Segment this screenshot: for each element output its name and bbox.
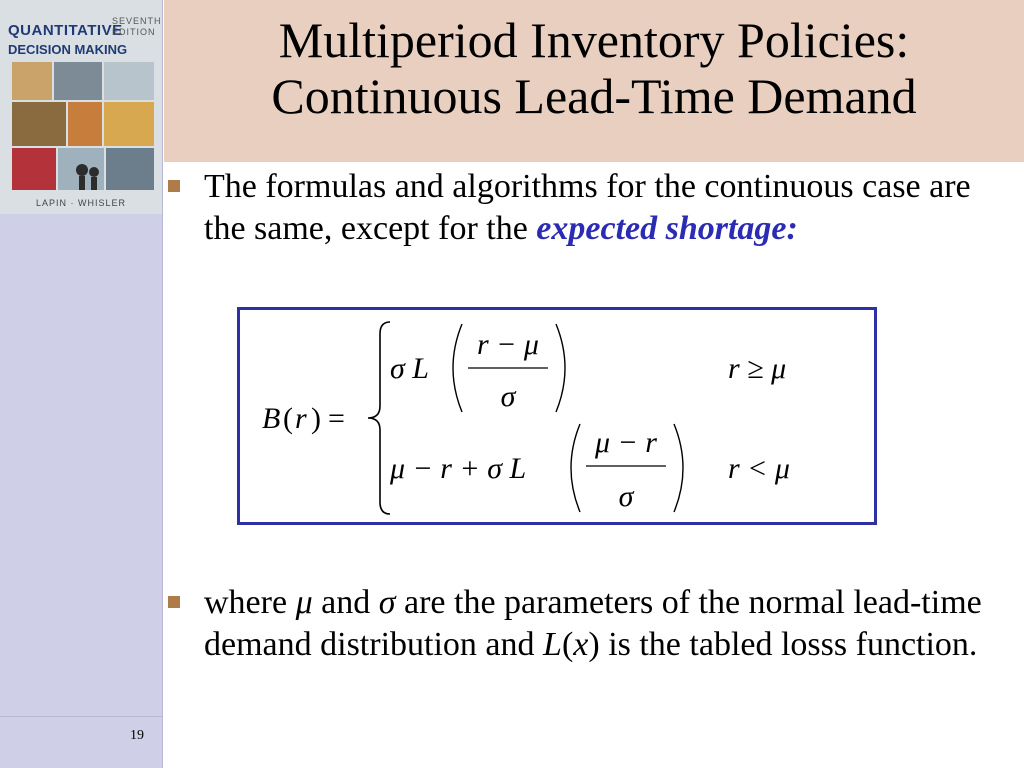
bullet-text-2 xyxy=(204,582,1004,666)
equals-sign: = xyxy=(328,402,345,435)
bullet-text-1 xyxy=(204,166,1004,250)
case1-paren-close xyxy=(556,324,565,412)
bullet-1-text: The formulas and algorithms for the continuous case are the same, except for the xyxy=(204,168,971,247)
formula-box xyxy=(237,307,877,525)
case1-numerator: r − μ xyxy=(477,328,539,361)
expected-shortage-formula xyxy=(240,310,880,528)
lhs-r: r xyxy=(295,402,307,435)
slide-title-line1: Multiperiod Inventory Policies: xyxy=(278,12,910,68)
case2-paren-open xyxy=(571,424,580,512)
cover-edition-line2: EDITION xyxy=(112,27,156,37)
sidebar-divider xyxy=(0,716,162,717)
bullet-marker-icon xyxy=(168,180,180,192)
case2-denominator: σ xyxy=(618,480,634,513)
case1-denominator: σ xyxy=(500,380,516,413)
lhs-paren-close: ) xyxy=(311,402,321,435)
book-cover-image xyxy=(0,0,162,214)
bullet-2-text-c: are the parameters of the normal lead-time demand distribution and xyxy=(204,584,982,663)
cover-edition xyxy=(112,16,162,38)
bullet-marker-icon xyxy=(168,596,180,608)
paren-open: ( xyxy=(561,626,574,663)
loss-function-x: x xyxy=(573,626,589,663)
cover-title-line2: DECISION MAKING xyxy=(8,42,128,57)
slide-title-line2: Continuous Lead-Time Demand xyxy=(271,68,917,124)
case1-expression: σ L xyxy=(390,352,429,385)
case2-numerator: μ − r xyxy=(595,426,657,459)
slide-title xyxy=(164,12,1024,124)
bullet-2-text-d: is the tabled losss function. xyxy=(599,626,978,663)
lhs-paren-open: ( xyxy=(283,402,293,435)
cover-edition-line1: SEVENTH xyxy=(112,16,162,26)
bullet-1-emphasis: expected shortage: xyxy=(536,210,798,247)
page-number: 19 xyxy=(130,728,144,743)
loss-function-L: L xyxy=(543,626,562,663)
bullet-2-text-b: and xyxy=(312,584,379,621)
sigma-symbol: σ xyxy=(378,584,396,621)
lhs-B: B xyxy=(262,402,281,435)
mu-symbol: μ xyxy=(295,584,313,621)
case1-condition: r ≥ μ xyxy=(728,352,787,385)
case2-paren-close xyxy=(674,424,683,512)
cover-authors: LAPIN · WHISLER xyxy=(35,198,126,208)
cover-title-line1: QUANTITATIVE xyxy=(8,22,123,39)
case2-expression: μ − r + σ L xyxy=(390,452,527,485)
left-brace xyxy=(368,322,390,514)
bullet-2-text-a: where xyxy=(204,584,296,621)
paren-close: ) xyxy=(588,626,600,663)
case1-paren-open xyxy=(453,324,462,412)
case2-condition: r < μ xyxy=(728,452,790,485)
